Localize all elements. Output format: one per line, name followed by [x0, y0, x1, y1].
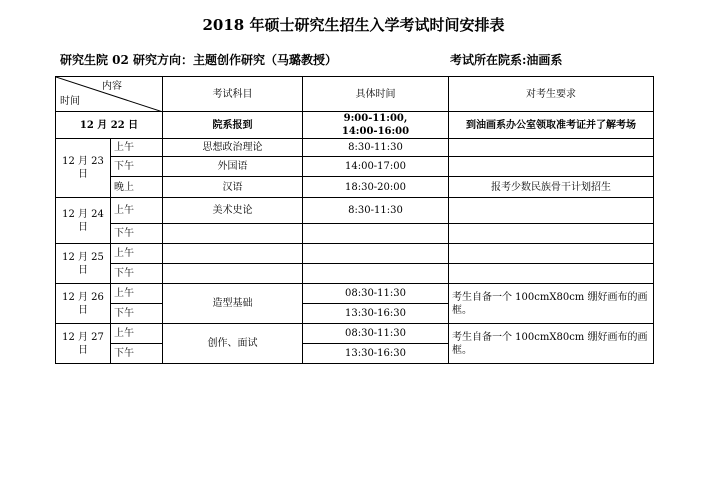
table-row [56, 198, 654, 224]
time-cell: 13:30-16:30 [303, 304, 449, 324]
time-cell [303, 264, 449, 284]
table-row [56, 224, 654, 244]
period-cell: 下午 [111, 224, 163, 244]
period-cell: 上午 [111, 198, 163, 224]
header-subject: 考试科目 [163, 77, 303, 112]
requirement-cell: 报考少数民族骨干计划招生 [449, 177, 654, 198]
time-cell [303, 244, 449, 264]
time-cell: 9:00-11:00, 14:00-16:00 [303, 112, 449, 139]
period-cell: 下午 [111, 264, 163, 284]
header-requirement: 对考生要求 [449, 77, 654, 112]
requirement-cell [449, 198, 654, 224]
table-row [56, 157, 654, 177]
subject-cell: 创作、面试 [163, 324, 303, 364]
table-row [56, 284, 654, 304]
subject-cell: 院系报到 [163, 112, 303, 139]
period-cell: 下午 [111, 344, 163, 364]
requirement-cell [449, 224, 654, 244]
period-cell: 晚上 [111, 177, 163, 198]
date-cell: 12 月 23 日 [56, 139, 111, 198]
header-row [56, 77, 654, 112]
table-row [56, 139, 654, 157]
date-cell: 12 月 27 日 [56, 324, 111, 364]
requirement-cell: 考生自备一个 100cmX80cm 绷好画布的画框。 [449, 284, 654, 324]
time-cell: 18:30-20:00 [303, 177, 449, 198]
table-row [56, 324, 654, 344]
table-row [56, 244, 654, 264]
period-cell: 下午 [111, 304, 163, 324]
research-direction-label: 研究生院 02 研究方向：主题创作研究（马璐教授） [60, 53, 338, 67]
time-cell: 14:00-17:00 [303, 157, 449, 177]
subject-cell: 汉语 [163, 177, 303, 198]
subject-cell: 外国语 [163, 157, 303, 177]
requirement-cell: 到油画系办公室领取准考证并了解考场 [449, 112, 654, 139]
date-cell: 12 月 26 日 [56, 284, 111, 324]
date-cell: 12 月 24 日 [56, 198, 111, 244]
table-row [56, 177, 654, 198]
subject-cell: 造型基础 [163, 284, 303, 324]
table-row [56, 112, 654, 139]
time-cell: 08:30-11:30 [303, 324, 449, 344]
requirement-cell [449, 244, 654, 264]
time-cell: 08:30-11:30 [303, 284, 449, 304]
department-label: 考试所在院系:油画系 [450, 53, 563, 67]
table-row [56, 264, 654, 284]
requirement-cell: 考生自备一个 100cmX80cm 绷好画布的画框。 [449, 324, 654, 364]
period-cell: 下午 [111, 157, 163, 177]
requirement-cell [449, 264, 654, 284]
time-cell [303, 224, 449, 244]
time-cell: 8:30-11:30 [303, 198, 449, 224]
corner-time-label: 时间 [60, 96, 80, 107]
period-cell: 上午 [111, 244, 163, 264]
exam-schedule-table [55, 76, 654, 364]
corner-content-label: 内容 [102, 81, 122, 92]
subject-cell [163, 224, 303, 244]
period-cell: 上午 [111, 324, 163, 344]
date-cell: 12 月 22 日 [56, 112, 163, 139]
time-cell: 8:30-11:30 [303, 139, 449, 157]
page-title: 2018 年硕士研究生招生入学考试时间安排表 [202, 16, 505, 34]
requirement-cell [449, 157, 654, 177]
period-cell: 上午 [111, 284, 163, 304]
subject-cell [163, 244, 303, 264]
date-cell: 12 月 25 日 [56, 244, 111, 284]
subject-cell: 美术史论 [163, 198, 303, 224]
diagonal-header-cell [56, 77, 163, 112]
period-cell: 上午 [111, 139, 163, 157]
header-time: 具体时间 [303, 77, 449, 112]
subject-cell [163, 264, 303, 284]
subject-cell: 思想政治理论 [163, 139, 303, 157]
requirement-cell [449, 139, 654, 157]
time-cell: 13:30-16:30 [303, 344, 449, 364]
